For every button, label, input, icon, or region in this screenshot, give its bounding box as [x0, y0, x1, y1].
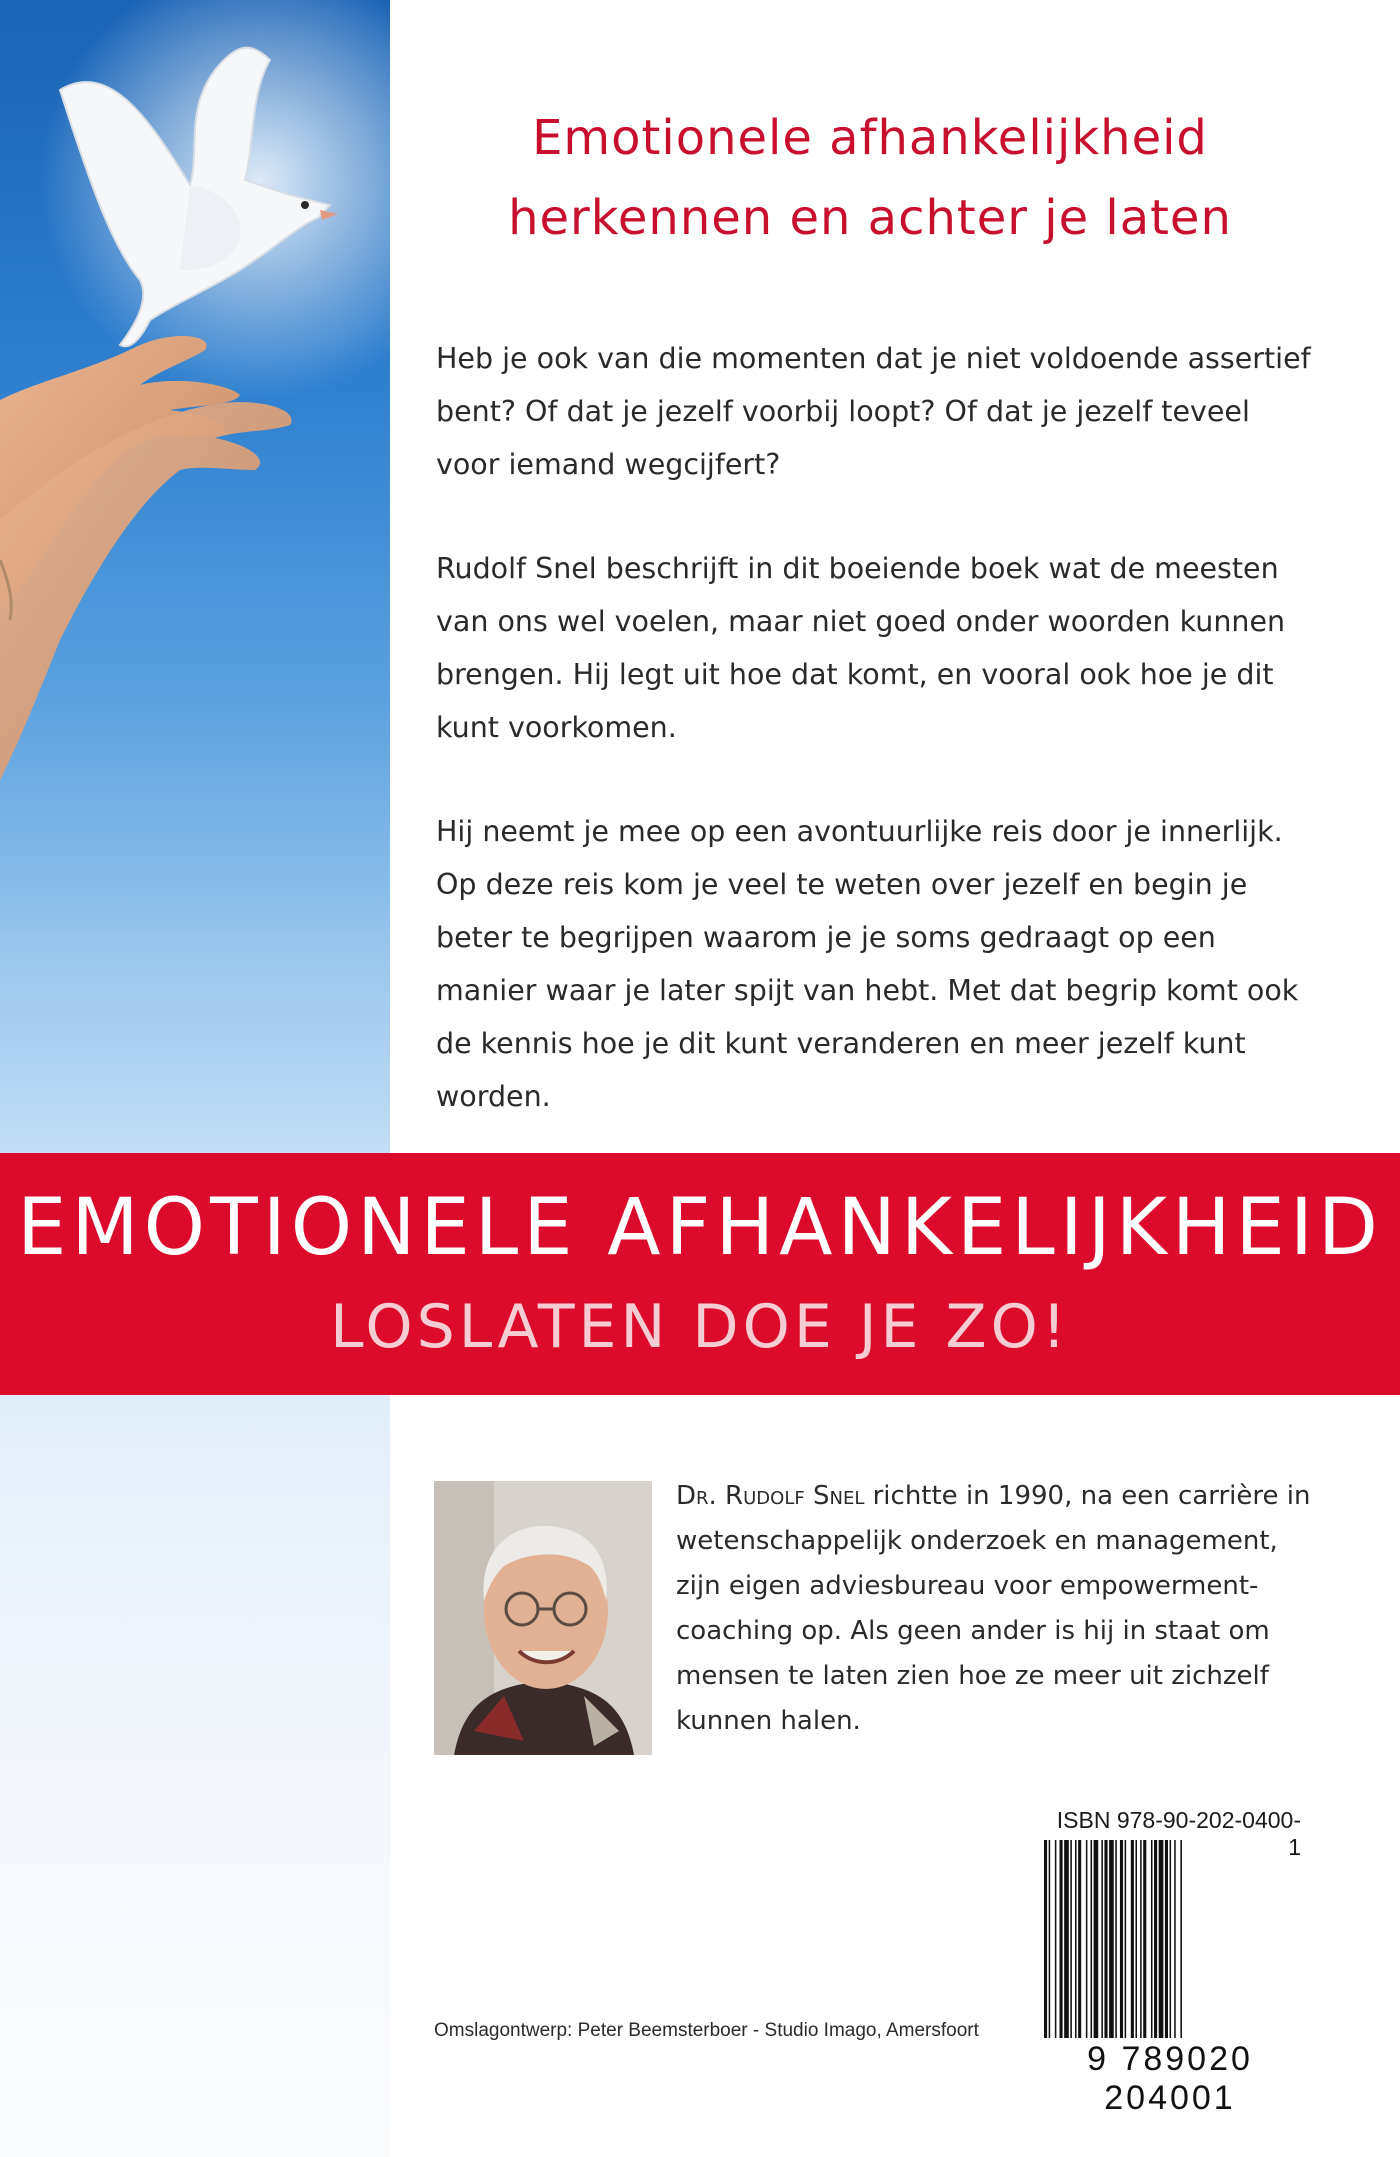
paragraph-journey: Hij neemt je mee op een avontuurlijke reis door je innerlijk. Op deze reis kom je veel te weten over jezelf en begin je beter te begrijpen waarom je je soms gedraagt op een manier waar je later spijt van hebt. Met dat begrip komt ook de kennis hoe je dit kunt veranderen en meer jezelf kunt worden. [436, 815, 1299, 1113]
barcode-bar [1055, 1840, 1057, 2038]
barcode-bar [1135, 1840, 1137, 2038]
barcode-bar [1143, 1840, 1146, 2038]
author-bio [676, 1474, 1316, 1744]
author-name: Dr. Rudolf Snel [676, 1481, 865, 1511]
barcode-bar [1064, 1840, 1069, 2038]
barcode-bar [1159, 1840, 1164, 2038]
barcode-bar [1060, 1840, 1063, 2038]
barcode-bar [1125, 1840, 1127, 2038]
cover-design-credit: Omslagontwerp: Peter Beemsterboer - Studio Imago, Amersfoort [434, 2020, 979, 2041]
barcode-bar [1165, 1840, 1168, 2038]
barcode-bar [1170, 1840, 1172, 2038]
barcode-bar [1180, 1840, 1182, 2038]
barcode-bar [1151, 1840, 1153, 2038]
barcode-bar [1049, 1840, 1051, 2038]
isbn-label: ISBN 978-90-202-0400-1 [1056, 1807, 1301, 1860]
barcode-bar [1174, 1840, 1176, 2038]
headline-line-1: Emotionele afhankelijkheid [532, 110, 1208, 166]
title-band [0, 1153, 1400, 1395]
barcode-bar [1104, 1840, 1107, 2038]
barcode-bar [1131, 1840, 1134, 2038]
barcode-bar [1075, 1840, 1077, 2038]
headline [430, 98, 1310, 258]
barcode-bar [1109, 1840, 1114, 2038]
barcode-bar [1094, 1840, 1099, 2038]
paragraph-author-description: Rudolf Snel beschrijft in dit boeiende boek wat de meesten van ons wel voelen, maar niet goed onder woorden kunnen brengen. Hij legt uit hoe dat komt, en vooral ook hoe je dit kunt voorkomen. [436, 552, 1286, 744]
barcode-bar [1120, 1840, 1123, 2038]
barcode-bar [1101, 1840, 1103, 2038]
barcode-digits: 9 789020 204001 [1087, 2040, 1253, 2117]
barcode-bar [1091, 1840, 1093, 2038]
barcode-bar [1044, 1840, 1047, 2038]
paragraph-intro: Heb je ook van die momenten dat je niet voldoende assertief bent? Of dat je jezelf voorbij loopt? Of dat je jezelf teveel voor iemand wegcijfert? [436, 342, 1311, 481]
barcode-bar [1140, 1840, 1142, 2038]
barcode-icon [1042, 1840, 1304, 2038]
author-portrait-image [434, 1481, 652, 1755]
cover-photo-strip [0, 0, 390, 2157]
headline-line-2: herkennen en achter je laten [508, 190, 1232, 246]
barcode-bar [1086, 1840, 1088, 2038]
barcode-bar [1078, 1840, 1081, 2038]
book-title: EMOTIONELE AFHANKELIJKHEID [17, 1183, 1383, 1273]
barcode-bar [1070, 1840, 1072, 2038]
author-portrait [434, 1481, 652, 1755]
barcode-bar [1154, 1840, 1157, 2038]
book-subtitle: LOSLATEN DOE JE ZO! [330, 1292, 1070, 1362]
dove-hands-illustration [0, 0, 390, 2157]
author-bio-text: richtte in 1990, na een carrière in wetenschappelijk onderzoek en management, zijn eigen adviesbureau voor empowerment-coaching op. Als geen ander is hij in staat om mensen te laten zien hoe ze meer uit zichzelf kunnen halen. [676, 1481, 1311, 1736]
barcode-bar [1115, 1840, 1117, 2038]
